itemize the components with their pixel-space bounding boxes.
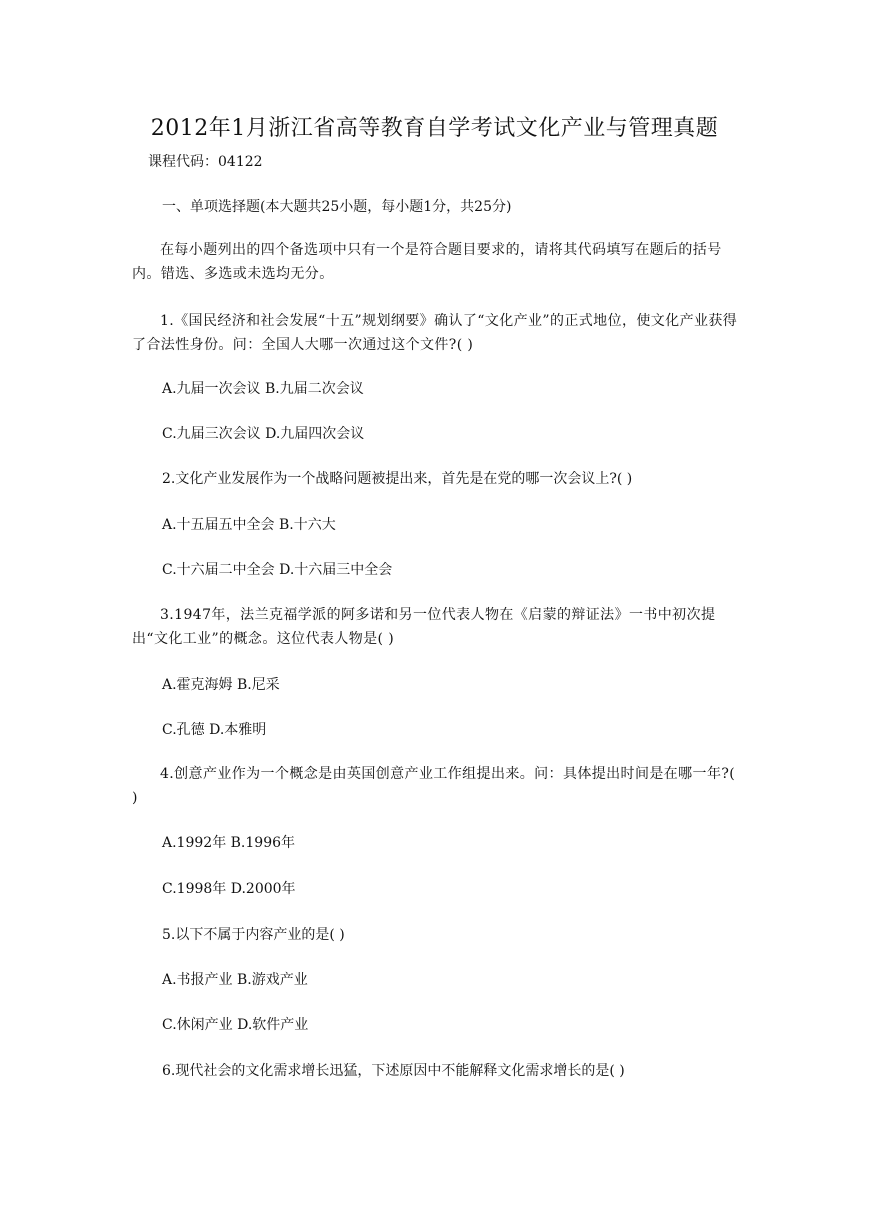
question-2-options-cd: C.十六届二中全会 D.十六届三中全会 <box>162 562 393 578</box>
question-3-stem: 3.1947年，法兰克福学派的阿多诺和另一位代表人物在《启蒙的辩证法》一书中初次提出“文化工业”的概念。这位代表人物是( ) <box>132 607 716 647</box>
question-1-stem: 1.《国民经济和社会发展“十五”规划纲要》确认了“文化产业”的正式地位，使文化产业获得了合法性身份。问：全国人大哪一次通过这个文件?( ) <box>132 313 738 353</box>
question-6-stem: 6.现代社会的文化需求增长迅猛，下述原因中不能解释文化需求增长的是( ) <box>162 1063 625 1079</box>
question-5-options-ab: A.书报产业 B.游戏产业 <box>162 972 308 988</box>
instructions: 在每小题列出的四个备选项中只有一个是符合题目要求的，请将其代码填写在题后的括号内。错选、多选或未选均无分。 <box>132 242 722 282</box>
question-2-stem: 2.文化产业发展作为一个战略问题被提出来，首先是在党的哪一次会议上?( ) <box>162 471 633 487</box>
question-4-options-ab: A.1992年 B.1996年 <box>162 835 296 851</box>
question-1-options-ab: A.九届一次会议 B.九届二次会议 <box>162 381 364 397</box>
question-3-options-cd: C.孔德 D.本雅明 <box>162 722 267 738</box>
section-heading: 一、单项选择题(本大题共25小题，每小题1分，共25分) <box>162 199 512 215</box>
question-4-stem: 4.创意产业作为一个概念是由英国创意产业工作组提出来。问：具体提出时间是在哪一年?( ) <box>132 766 736 806</box>
question-5-stem: 5.以下不属于内容产业的是( ) <box>162 927 345 943</box>
course-code: 课程代码：04122 <box>148 154 263 170</box>
question-4-options-cd: C.1998年 D.2000年 <box>162 881 296 897</box>
question-1-options-cd: C.九届三次会议 D.九届四次会议 <box>162 426 365 442</box>
question-5-options-cd: C.休闲产业 D.软件产业 <box>162 1017 309 1033</box>
document-title: 2012年1月浙江省高等教育自学考试文化产业与管理真题 <box>150 116 719 141</box>
question-2-options-ab: A.十五届五中全会 B.十六大 <box>162 517 336 533</box>
question-3-options-ab: A.霍克海姆 B.尼采 <box>162 677 280 693</box>
